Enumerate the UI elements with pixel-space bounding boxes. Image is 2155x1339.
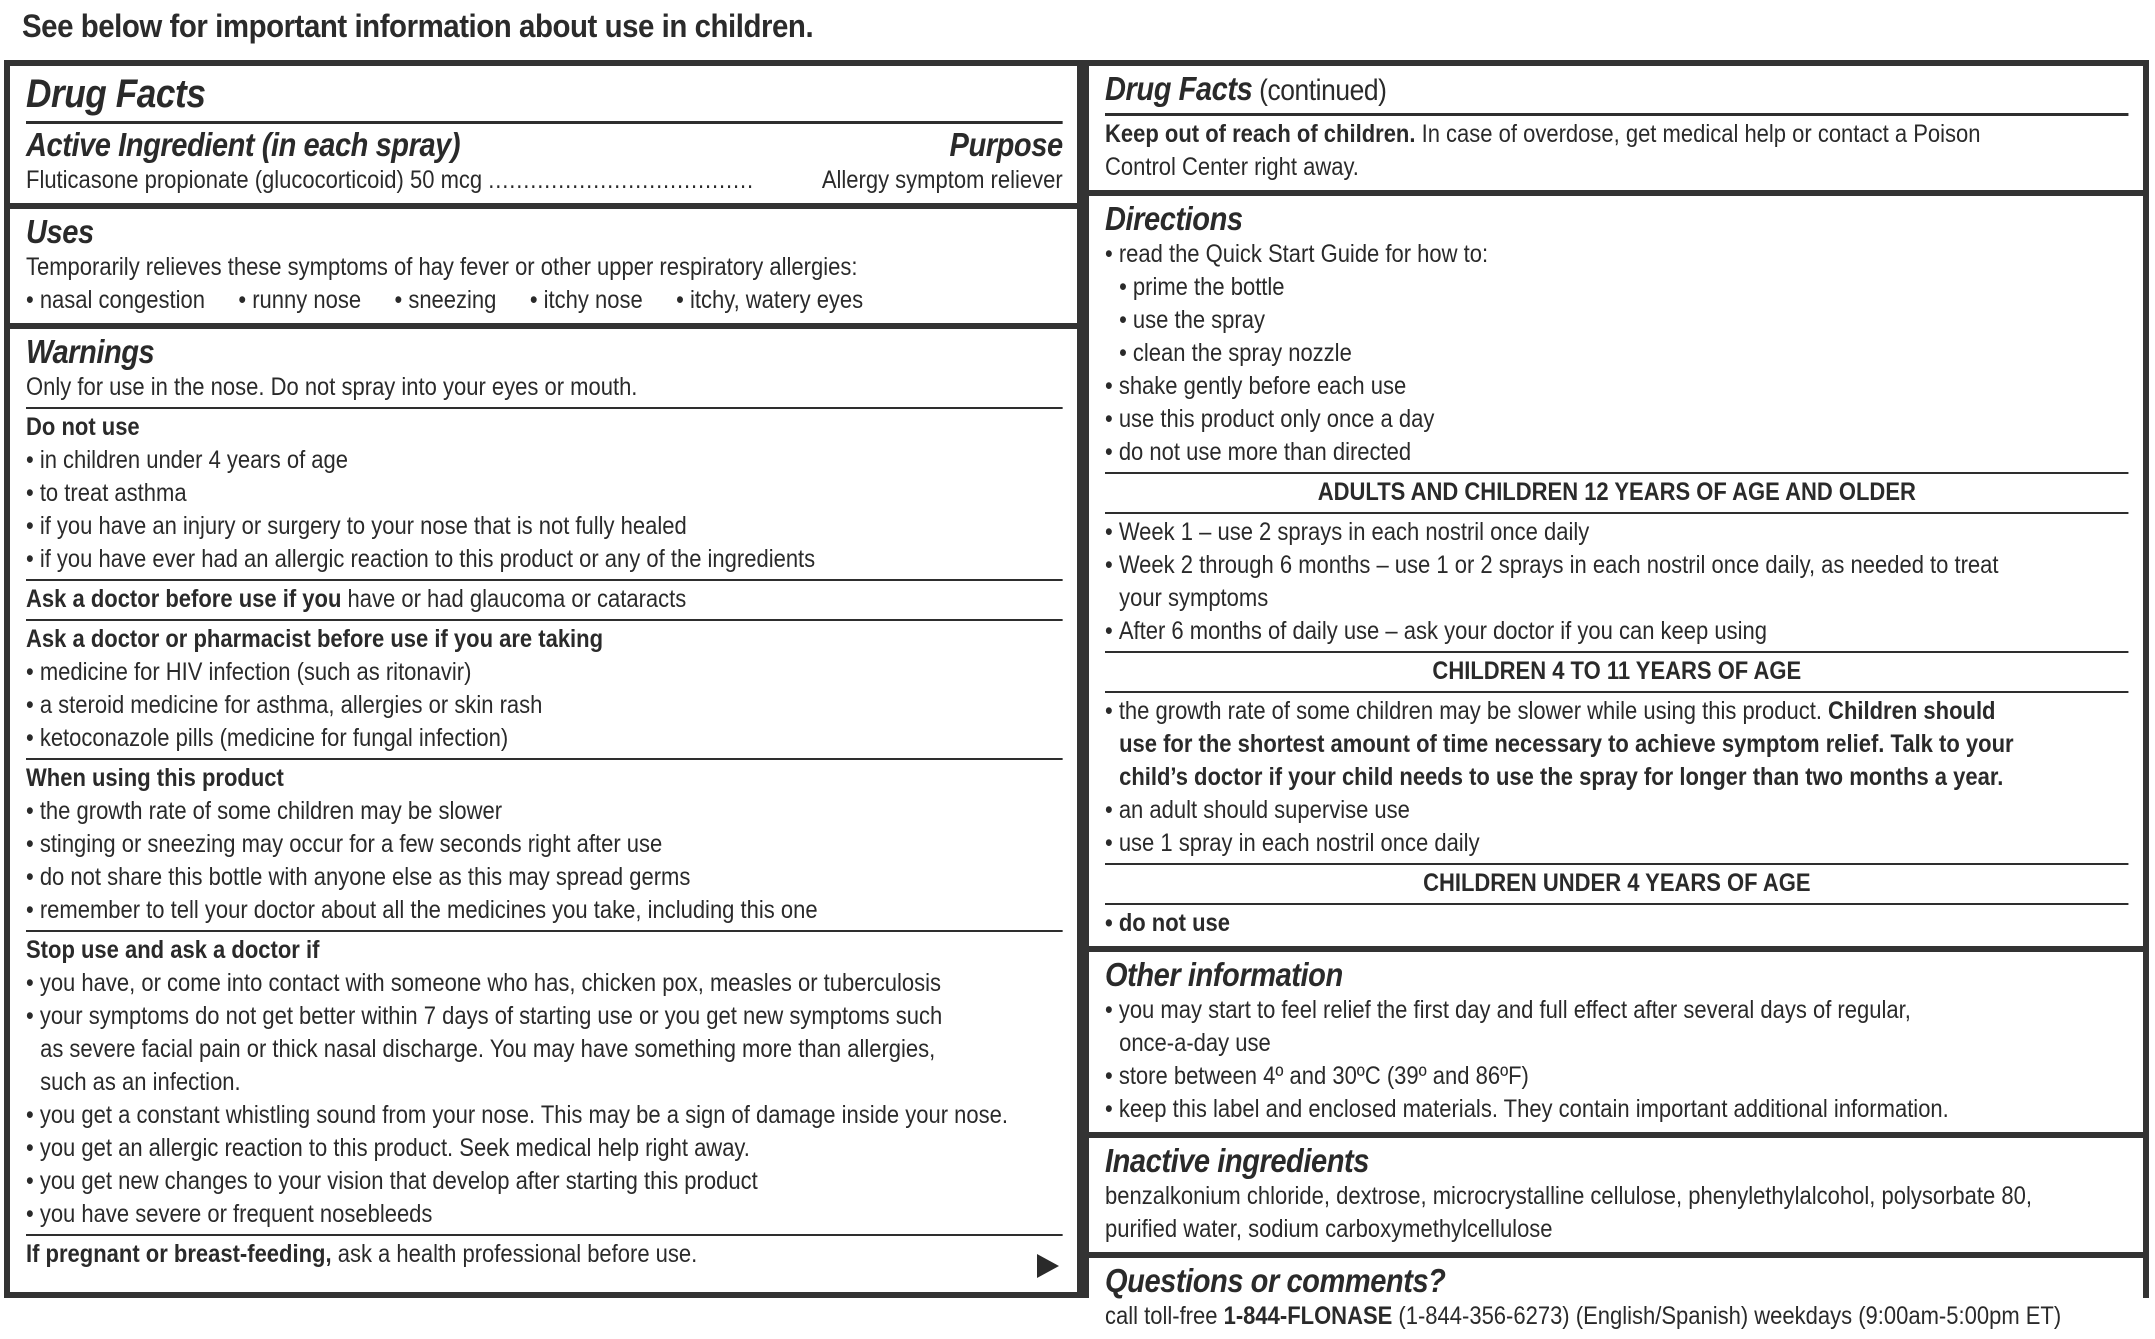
questions-heading: Questions or comments? [1105, 1262, 1446, 1299]
active-ingredient-name: Fluticasone propionate (glucocorticoid) 50 mcg [26, 166, 483, 194]
leader-dots: ...................................... [488, 166, 754, 194]
when-using-item: • remember to tell your doctor about all the medicines you take, including this one [26, 894, 1063, 927]
adults-item: • After 6 months of daily use – ask your doctor if you can keep using [1105, 615, 2129, 648]
stop-use-item: • you get new changes to your vision that develop after starting this product [26, 1165, 1063, 1198]
do-not-use-item: • in children under 4 years of age [26, 444, 1063, 477]
other-info-item-cont: once-a-day use [1119, 1029, 1271, 1057]
pregnant-heading: If pregnant or breast-feeding, [26, 1240, 332, 1268]
other-info-item: • keep this label and enclosed materials. They contain important additional information. [1105, 1093, 2129, 1126]
drug-facts-continued-title: Drug Facts [1105, 70, 1253, 107]
children-4-11-bold-cont: use for the shortest amount of time necessary to achieve symptom relief. Talk to your [1119, 730, 2014, 758]
stop-use-item-cont: such as an infection. [40, 1068, 241, 1096]
direction-item: • read the Quick Start Guide for how to: [1105, 238, 2129, 271]
stop-use-item-cont: as severe facial pain or thick nasal discharge. You may have something more than allergies, [40, 1035, 936, 1063]
drug-facts-title: Drug Facts [26, 72, 206, 116]
keep-out-panel [1089, 66, 2143, 190]
left-column [10, 66, 1077, 1292]
stop-use-item: • you get an allergic reaction to this product. Seek medical help right away. [26, 1132, 1063, 1165]
ask-pharmacist-item: • ketoconazole pills (medicine for fungal infection) [26, 722, 1063, 755]
stop-use-item: • you have, or come into contact with someone who has, chicken pox, measles or tuberculosis [26, 967, 1063, 1000]
children-under-4-heading: CHILDREN UNDER 4 YEARS OF AGE [1423, 869, 1811, 897]
adults-item-cont: your symptoms [1119, 584, 1269, 612]
other-information-panel [1089, 952, 2143, 1132]
questions-panel [1089, 1258, 2143, 1339]
questions-prefix: call toll-free [1105, 1302, 1224, 1330]
direction-item: • shake gently before each use [1105, 370, 2129, 403]
do-not-use-item: • if you have ever had an allergic reaction to this product or any of the ingredients [26, 543, 1063, 576]
inactive-heading: Inactive ingredients [1105, 1142, 1369, 1179]
right-column [1089, 66, 2143, 1330]
children-4-11-item: the growth rate of some children may be slower while using this product. [1118, 697, 1829, 725]
keep-out-text: In case of overdose, get medical help or contact a Poison [1415, 120, 1981, 148]
children-info-note: See below for important information about use in children. [22, 8, 814, 44]
warnings-heading: Warnings [26, 333, 155, 370]
directions-panel [1089, 196, 2143, 946]
use-item: • itchy nose [530, 284, 643, 317]
warnings-intro: Only for use in the nose. Do not spray into your eyes or mouth. [26, 373, 638, 401]
inactive-text: benzalkonium chloride, dextrose, microcrystalline cellulose, phenylethylalcohol, polysorbate 80, [1105, 1182, 2032, 1210]
children-4-11-bold-cont: child’s doctor if your child needs to use the spray for longer than two months a year. [1119, 763, 2004, 791]
uses-panel [10, 209, 1077, 323]
children-4-11-item: • an adult should supervise use [1105, 794, 2129, 827]
purpose-heading: Purpose [949, 126, 1063, 163]
direction-item: • use this product only once a day [1105, 403, 2129, 436]
directions-heading: Directions [1105, 200, 1243, 237]
ask-pharmacist-item: • medicine for HIV infection (such as ritonavir) [26, 656, 1063, 689]
adults-item: • Week 2 through 6 months – use 1 or 2 sprays in each nostril once daily, as needed to treat [1105, 549, 2129, 582]
active-ingredient-panel [10, 66, 1077, 203]
stop-use-item: • you have severe or frequent nosebleeds [26, 1198, 1063, 1231]
children-4-11-item: • use 1 spray in each nostril once daily [1105, 827, 2129, 860]
continue-arrow-icon [1037, 1254, 1059, 1278]
guide-item: • use the spray [1105, 304, 2129, 337]
purpose-text: Allergy symptom reliever [821, 166, 1063, 194]
other-info-item: • you may start to feel relief the first day and full effect after several days of regular, [1105, 994, 2129, 1027]
uses-heading: Uses [26, 213, 94, 250]
adults-item: • Week 1 – use 2 sprays in each nostril once daily [1105, 516, 2129, 549]
adults-heading: ADULTS AND CHILDREN 12 YEARS OF AGE AND OLDER [1317, 478, 1916, 506]
direction-item: • do not use more than directed [1105, 436, 2129, 469]
stop-use-item: • your symptoms do not get better within 7 days of starting use or you get new symptoms such [26, 1000, 1063, 1033]
use-item: • runny nose [238, 284, 361, 317]
ask-pharmacist-item: • a steroid medicine for asthma, allergies or skin rash [26, 689, 1063, 722]
keep-out-heading: Keep out of reach of children. [1105, 120, 1416, 148]
drug-facts-label [4, 60, 2149, 1330]
warnings-panel [10, 329, 1077, 1292]
pregnant-text: ask a health professional before use. [331, 1240, 698, 1268]
children-4-11-bold: Children should [1828, 697, 1996, 725]
when-using-heading: When using this product [26, 764, 284, 792]
active-ingredient-heading: Active Ingredient (in each spray) [26, 126, 461, 163]
other-info-item: • store between 4º and 30ºC (39º and 86ºF) [1105, 1060, 2129, 1093]
questions-suffix: (1-844-356-6273) (English/Spanish) weekdays (9:00am-5:00pm ET) [1392, 1302, 2062, 1330]
phone-number-link[interactable]: 1-844-FLONASE [1223, 1302, 1393, 1330]
stop-use-item: • you get a constant whistling sound from your nose. This may be a sign of damage inside your nose. [26, 1099, 1063, 1132]
keep-out-text-cont: Control Center right away. [1105, 153, 1359, 181]
stop-use-heading: Stop use and ask a doctor if [26, 936, 320, 964]
use-item: • sneezing [395, 284, 497, 317]
children-4-11-heading: CHILDREN 4 TO 11 YEARS OF AGE [1432, 657, 1802, 685]
do-not-use-item: • if you have an injury or surgery to your nose that is not fully healed [26, 510, 1063, 543]
continued-label: (continued) [1252, 74, 1387, 107]
when-using-item: • do not share this bottle with anyone else as this may spread germs [26, 861, 1063, 894]
uses-intro: Temporarily relieves these symptoms of hay fever or other upper respiratory allergies: [26, 253, 858, 281]
use-item: • itchy, watery eyes [676, 284, 863, 317]
when-using-item: • the growth rate of some children may be slower [26, 795, 1063, 828]
ask-doctor-text: have or had glaucoma or cataracts [347, 585, 687, 613]
guide-item: • clean the spray nozzle [1105, 337, 2129, 370]
inactive-ingredients-panel [1089, 1138, 2143, 1252]
do-not-use-item: • to treat asthma [26, 477, 1063, 510]
inactive-text-cont: purified water, sodium carboxymethylcellulose [1105, 1215, 1553, 1243]
children-under-4-item: • do not use [1105, 907, 2129, 940]
ask-pharmacist-heading: Ask a doctor or pharmacist before use if you are taking [26, 625, 604, 653]
use-item: • nasal congestion [26, 284, 205, 317]
ask-doctor-heading: Ask a doctor before use if you [26, 585, 342, 613]
other-info-heading: Other information [1105, 956, 1343, 993]
when-using-item: • stinging or sneezing may occur for a few seconds right after use [26, 828, 1063, 861]
do-not-use-heading: Do not use [26, 413, 140, 441]
guide-item: • prime the bottle [1105, 271, 2129, 304]
